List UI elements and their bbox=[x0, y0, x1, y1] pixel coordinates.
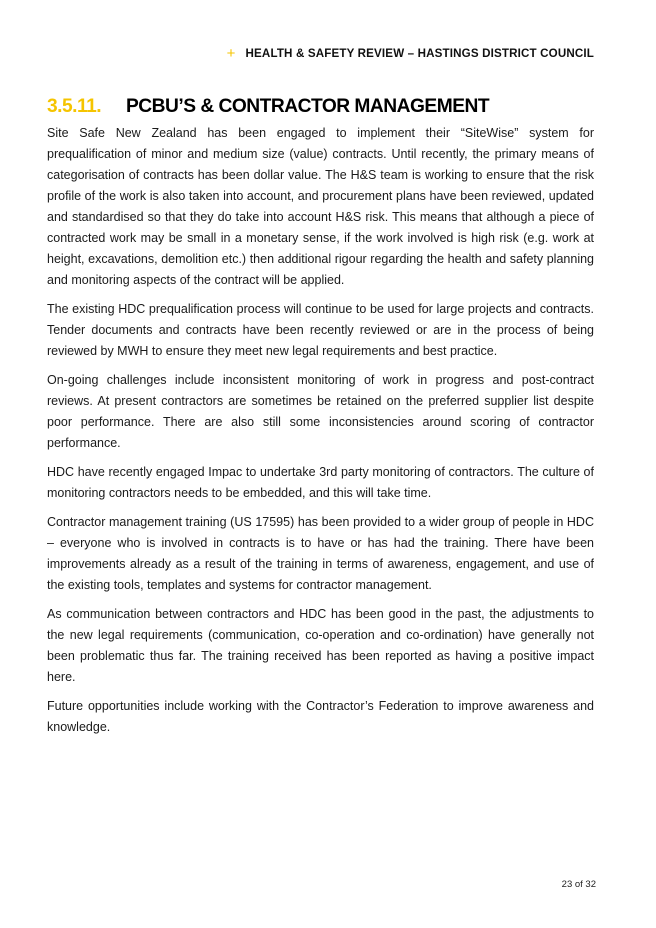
paragraph: HDC have recently engaged Impac to undertake 3rd party monitoring of contractors. The culture of monitoring contractors needs to be embedded, and this will take time. bbox=[47, 465, 594, 500]
paragraph: As communication between contractors and HDC has been good in the past, the adjustments to the new legal requirements (communication, co-operation and co-ordination) have generally not been problematic thus far. The training received has been reported as having a positive impact here. bbox=[47, 607, 594, 684]
paragraph: The existing HDC prequalification process will continue to be used for large projects and contracts. Tender documents and contracts have been recently reviewed or are in the process of being reviewed by MWH to ensure they meet new legal requirements and best practice. bbox=[47, 302, 594, 358]
section-pcbu-contractor-management bbox=[47, 96, 594, 746]
running-header bbox=[227, 46, 594, 61]
plus-icon: + bbox=[226, 45, 236, 62]
page-number: 23 of 32 bbox=[561, 879, 596, 890]
paragraph: On-going challenges include inconsistent monitoring of work in progress and post-contract reviews. At present contractors are sometimes be retained on the preferred supplier list despite poor performance. There are also still some inconsistencies around scoring of contractor performance. bbox=[47, 373, 594, 450]
section-heading bbox=[47, 96, 594, 118]
paragraph: Future opportunities include working with the Contractor’s Federation to improve awareness and knowledge. bbox=[47, 699, 594, 734]
paragraph: Contractor management training (US 17595) has been provided to a wider group of people in HDC – everyone who is involved in contracts is to have or has had the training. There have been improvements already as a result of the training in terms of awareness, engagement, and use of the existing tools, templates and systems for contractor management. bbox=[47, 515, 594, 592]
section-number: 3.5.11. bbox=[47, 96, 102, 117]
section-title: PCBU’S & CONTRACTOR MANAGEMENT bbox=[126, 96, 490, 117]
paragraph: Site Safe New Zealand has been engaged to implement their “SiteWise” system for prequalification of minor and medium size (value) contracts. Until recently, the primary means of categorisation of contracts has been dollar value. The H&S team is working to ensure that the risk profile of the work is also taken into account, and procurement plans have been reviewed, updated and standardised so that they do take into account H&S risk. This means that although a piece of contracted work may be small in a monetary sense, if the work involved is high risk (e.g. work at height, excavations, demolition etc.) then additional rigour regarding the health and safety planning and monitoring aspects of the contract will be applied. bbox=[47, 126, 594, 287]
header-title: HEALTH & SAFETY REVIEW – HASTINGS DISTRICT COUNCIL bbox=[245, 47, 594, 60]
